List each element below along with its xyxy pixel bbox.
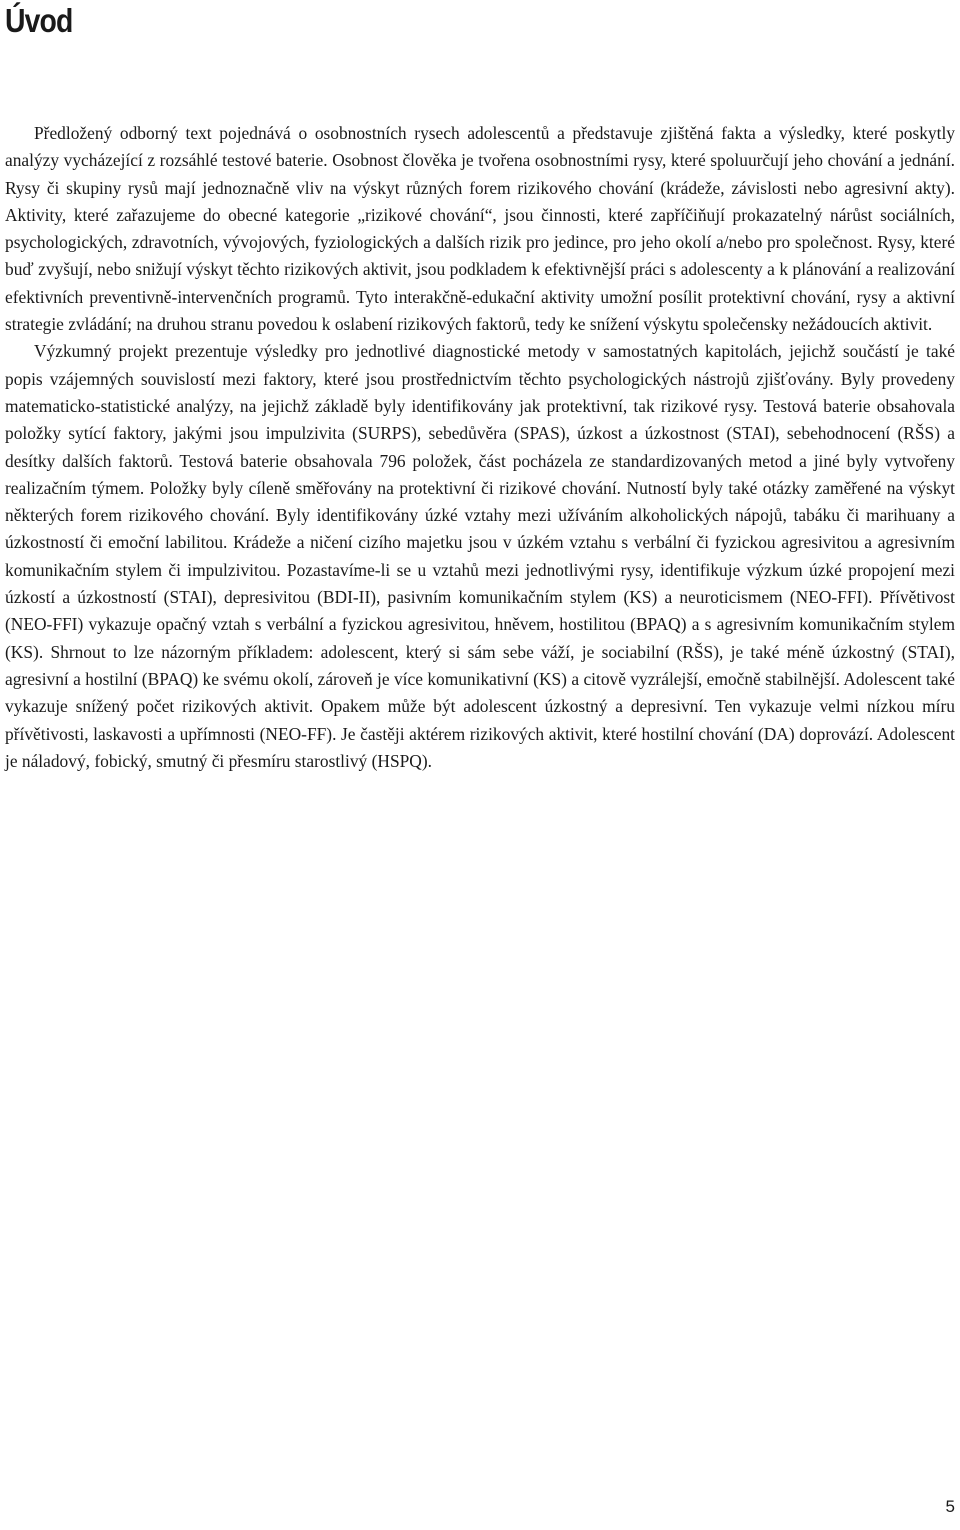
paragraph-research-project: Výzkumný projekt prezentuje výsledky pro jednotlivé diagnostické metody v samostatných kapitolách, jejichž součástí je také popis vzájemných souvislostí mezi faktory, které jsou prostřednictvím těchto psychologických nástrojů zjišťovány. Byly provedeny matematicko-statistické analýzy, na jejichž základě byly identifikovány jak protektivní, tak rizikové rysy. Testová baterie obsahovala položky sytící faktory, jakými jsou impulzivita (SURPS), sebedůvěra (SPAS), úzkost a úzkostnost (STAI), sebehodnocení (RŠS) a desítky dalších faktorů. Testová baterie obsahovala 796 položek, část pocházela ze standardizovaných metod a jiné byly vytvořeny realizačním týmem. Položky byly cíleně směřovány na protektivní či rizikové chování. Nutností byly také otázky zaměřené na výskyt některých forem rizikového chování. Byly identifikovány úzké vztahy mezi užíváním alkoholických nápojů, tabáku či marihuany a úzkostností či emoční labilitou. Krádeže a ničení cizího majetku jsou v úzkém vztahu s verbální či fyzickou agresivitou a agresivním komunikačním stylem či impulzivitou. Pozastavíme-li se u vztahů mezi jednotlivými rysy, identifikuje výzkum úzké propojení mezi úzkostí a úzkostností (STAI), depresivitou (BDI-II), pasivním komunikačním stylem (KS) a neuroticismem (NEO-FFI). Přívětivost (NEO-FFI) vykazuje opačný vztah s verbální a fyzickou agresivitou, hněvem, hostilitou (BPAQ) a s agresivním komunikačním stylem (KS). Shrnout to lze názorným příkladem: adolescent, který si sám sebe váží, je sociabilní (RŠS), je také méně úzkostný (STAI), agresivní a hostilní (BPAQ) ke svému okolí, zároveň je více komunikativní (KS) a citově vyzrálejší, emočně stabilnější. Adolescent také vykazuje snížený počet rizikových aktivit. Opakem může být adolescent úzkostný a depresivní. Ten vykazuje velmi nízkou míru přívětivosti, laskavosti a upřímnosti (NEO-FF). Je častěji aktérem rizikových aktivit, které hostilní chování (DA) doprovází. Adolescent je náladový, fobický, smutný či přesmíru starostlivý (HSPQ).	[5, 341, 955, 771]
paragraph-intro: Předložený odborný text pojednává o osobnostních rysech adolescentů a představuje zjištěná fakta a výsledky, které poskytly analýzy vycházející z rozsáhlé testové baterie. Osobnost člověka je tvořena osobnostními rysy, které spoluurčují jeho chování a jednání. Rysy či skupiny rysů mají jednoznačně vliv na výskyt různých forem rizikového chování (krádeže, závislosti nebo agresivní akty). Aktivity, které zařazujeme do obecné kategorie „rizikové chování“, jsou činnosti, které zapříčiňují prokazatelný nárůst sociálních, psychologických, zdravotních, vývojových, fyziologických a dalších rizik pro jedince, pro jeho okolí a/nebo pro společnost. Rysy, které buď zvyšují, nebo snižují výskyt těchto rizikových aktivit, jsou podkladem k efektivnější práci s adolescenty a k plánování a realizování efektivních preventivně-intervenčních programů. Tyto interakčně-edukační aktivity umožní posílit protektivní chování, rysy a aktivní strategie zvládání; na druhou stranu povedou k oslabení rizikových faktorů, tedy ke snížení výskytu společensky nežádoucích aktivit.	[5, 123, 955, 335]
body-text	[5, 120, 955, 775]
page-title: Úvod	[5, 2, 73, 39]
page-number: 5	[945, 1497, 955, 1516]
